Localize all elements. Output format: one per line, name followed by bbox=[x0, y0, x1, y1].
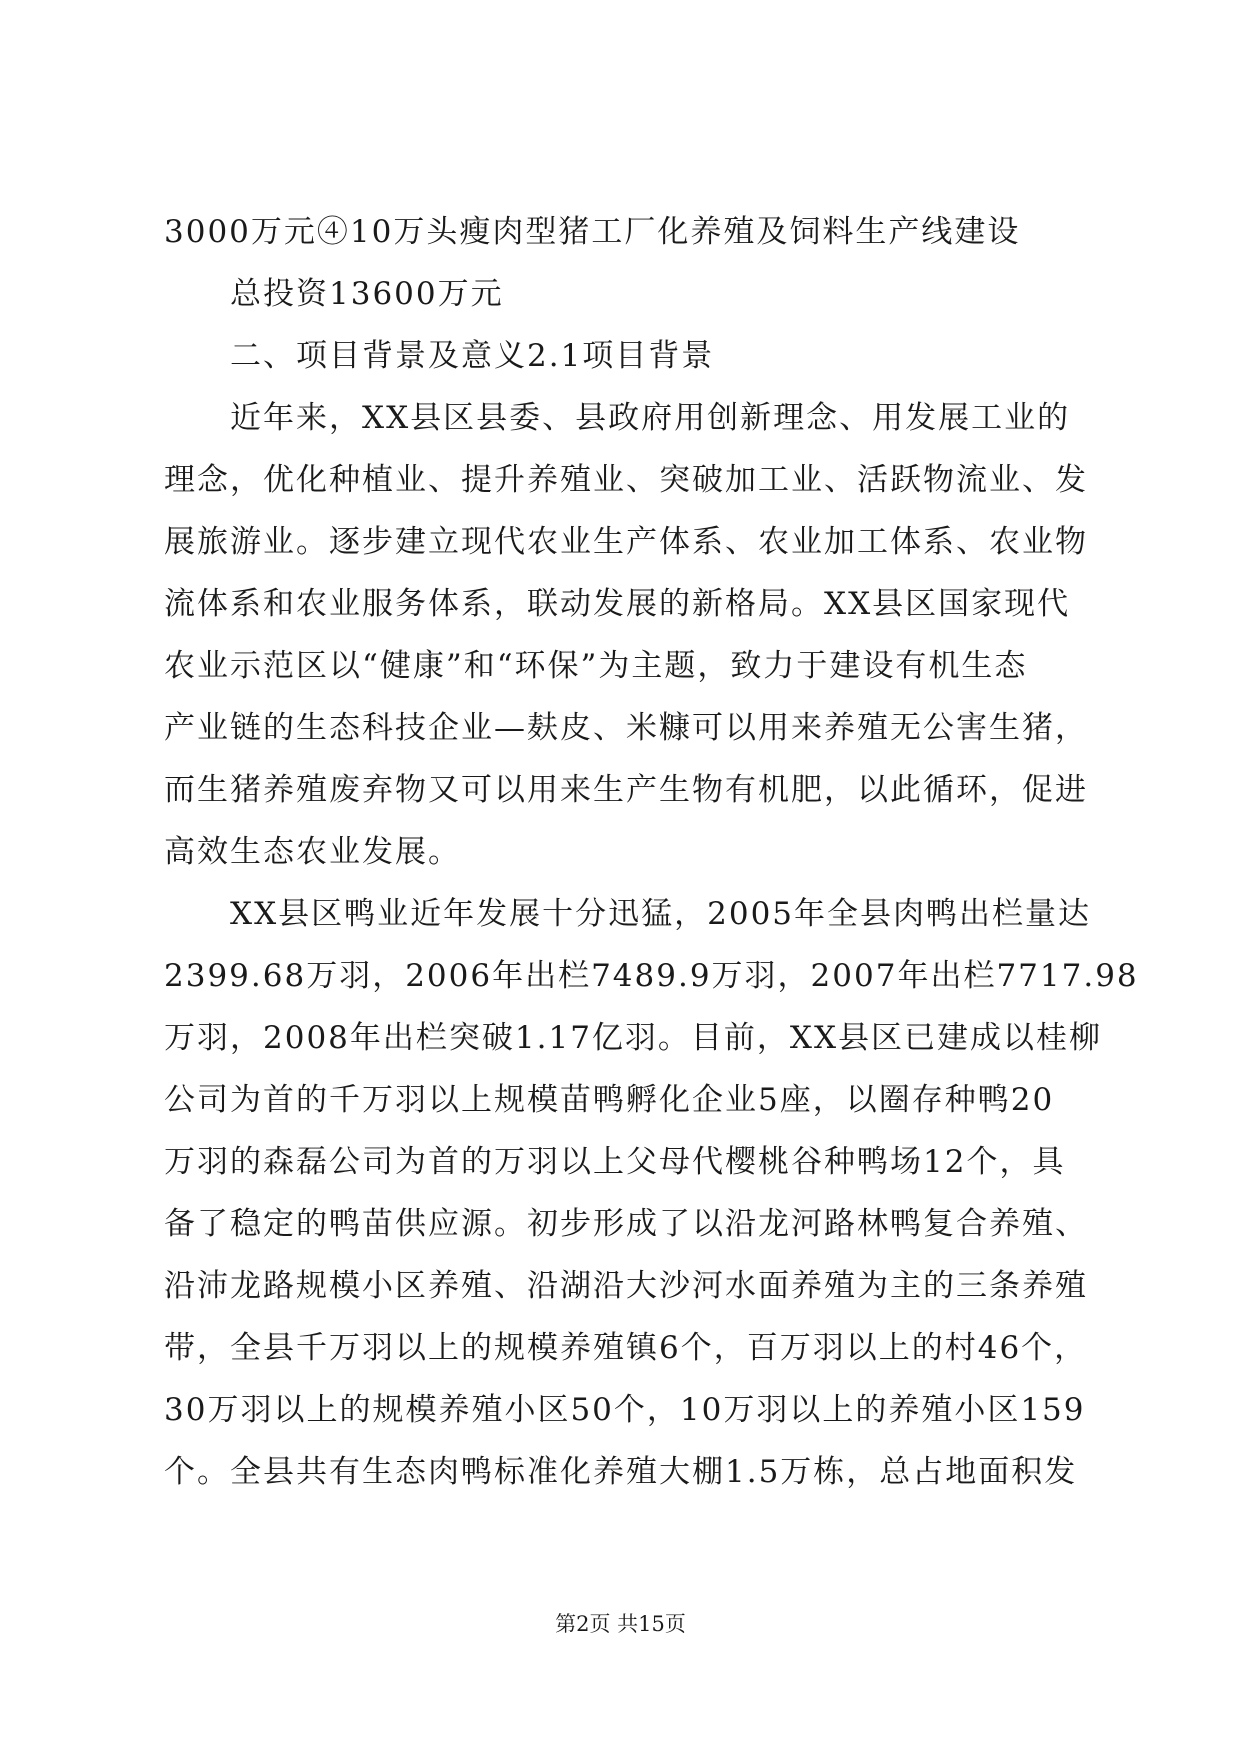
text-line: 近年来，XX县区县委、县政府用创新理念、用发展工业的 bbox=[230, 400, 1071, 436]
section-heading: 二、项目背景及意义2.1项目背景 bbox=[230, 338, 715, 374]
text-line: 农业示范区以“健康”和“环保”为主题，致力于建设有机生态 bbox=[164, 648, 1028, 684]
text-line: 2399.68万羽，2006年出栏7489.9万羽，2007年出栏7717.98 bbox=[164, 958, 1139, 994]
text-line: 万羽的森磊公司为首的万羽以上父母代樱桃谷种鸭场12个，具 bbox=[164, 1144, 1066, 1180]
text-line: 个。全县共有生态肉鸭标准化养殖大棚1.5万栋，总占地面积发 bbox=[164, 1454, 1078, 1490]
text-line: 备了稳定的鸭苗供应源。初步形成了以沿龙河路林鸭复合养殖、 bbox=[164, 1206, 1088, 1242]
text-line: 高效生态农业发展。 bbox=[164, 834, 461, 870]
text-line: 万羽，2008年出栏突破1.17亿羽。目前，XX县区已建成以桂柳 bbox=[164, 1020, 1103, 1056]
text-line: 3000万元④10万头瘦肉型猪工厂化养殖及饲料生产线建设 bbox=[164, 214, 1021, 250]
text-line: 带，全县千万羽以上的规模养殖镇6个，百万羽以上的村46个， bbox=[164, 1330, 1088, 1366]
text-line: XX县区鸭业近年发展十分迅猛，2005年全县肉鸭出栏量达 bbox=[230, 896, 1092, 932]
page-number-footer: 第2页 共15页 bbox=[555, 1612, 686, 1636]
text-line: 流体系和农业服务体系，联动发展的新格局。XX县区国家现代 bbox=[164, 586, 1071, 622]
text-line: 总投资13600万元 bbox=[230, 276, 504, 312]
text-line: 公司为首的千万羽以上规模苗鸭孵化企业5座，以圈存种鸭20 bbox=[164, 1082, 1055, 1118]
text-line: 沿沛龙路规模小区养殖、沿湖沿大沙河水面养殖为主的三条养殖 bbox=[164, 1268, 1088, 1304]
text-line: 产业链的生态科技企业—麸皮、米糠可以用来养殖无公害生猪， bbox=[164, 710, 1088, 746]
text-line: 理念，优化种植业、提升养殖业、突破加工业、活跃物流业、发 bbox=[164, 462, 1088, 498]
text-line: 展旅游业。逐步建立现代农业生产体系、农业加工体系、农业物 bbox=[164, 524, 1088, 560]
text-line: 而生猪养殖废弃物又可以用来生产生物有机肥，以此循环，促进 bbox=[164, 772, 1088, 808]
text-line: 30万羽以上的规模养殖小区50个，10万羽以上的养殖小区159 bbox=[164, 1392, 1086, 1428]
